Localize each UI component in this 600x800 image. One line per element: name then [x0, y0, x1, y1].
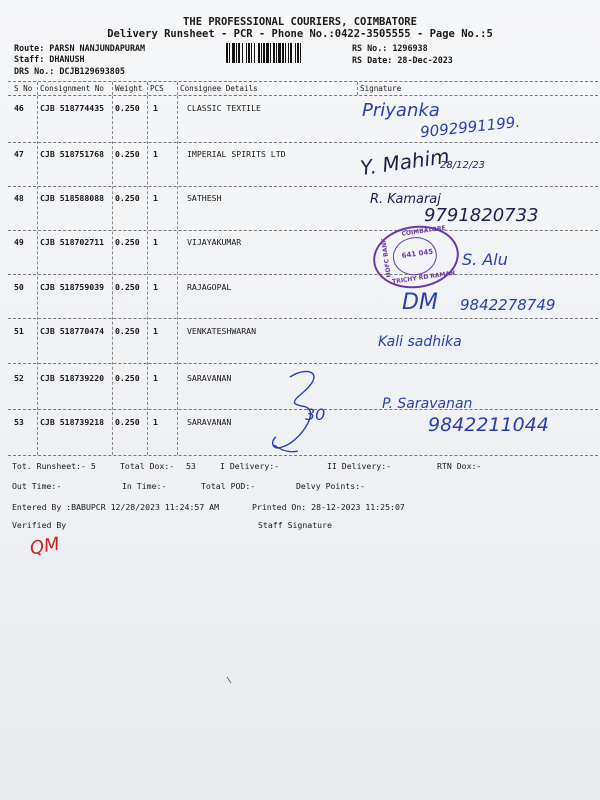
header-top-rule — [8, 81, 598, 82]
in-time: In Time:- — [122, 481, 167, 491]
company-title: THE PROFESSIONAL COURIERS, COIMBATORE — [183, 16, 417, 28]
col-consignee: Consignee Details — [180, 84, 258, 93]
col-sep — [147, 96, 148, 455]
row-sno: 49 — [14, 237, 24, 247]
row-consignee: SARAVANAN — [187, 373, 232, 383]
row-pcs: 1 — [153, 149, 158, 159]
drs-label: DRS No.: DCJB129693805 — [14, 66, 125, 76]
signature-48-name: R. Kamaraj — [370, 192, 441, 207]
row-consignment: CJB 518739218 — [40, 417, 105, 427]
row-weight: 0.250 — [115, 237, 140, 247]
signature-47-date: 28/12/23 — [440, 160, 485, 171]
signature-50-phone: 9842278749 — [460, 296, 556, 314]
row-pcs: 1 — [153, 417, 158, 427]
row-consignment: CJB 518588088 — [40, 193, 105, 203]
row-pcs: 1 — [153, 103, 158, 113]
row-sno: 51 — [14, 326, 24, 336]
row-weight: 0.250 — [115, 149, 140, 159]
col-consignment: Consignment No — [40, 84, 105, 93]
row-consignment: CJB 518770474 — [40, 326, 105, 336]
col-sep — [112, 82, 113, 95]
row-rule — [8, 318, 598, 319]
out-time: Out Time:- — [12, 481, 62, 491]
row-sno: 48 — [14, 193, 24, 203]
entered-by: Entered By :BABUPCR 12/28/2023 11:24:57 AM — [12, 502, 220, 512]
row-consignee: VIJAYAKUMAR — [187, 237, 242, 247]
row-weight: 0.250 — [115, 373, 140, 383]
stamp-center-text: 641 045 — [401, 247, 434, 260]
signature-46-phone: 9092991199. — [419, 112, 521, 142]
row-rule — [8, 142, 598, 143]
col-signature: Signature — [360, 84, 402, 93]
col-weight: Weight — [115, 84, 143, 93]
staff-label: Staff: DHANUSH — [14, 54, 85, 64]
row-consignee: RAJAGOPAL — [187, 282, 232, 292]
signature-53-mark: 30 — [305, 405, 326, 424]
row-pcs: 1 — [153, 373, 158, 383]
row-sno: 50 — [14, 282, 24, 292]
col-pcs: PCS — [150, 84, 164, 93]
row-consignee: SATHESH — [187, 193, 222, 203]
runsheet-title: Delivery Runsheet - PCR - Phone No.:0422-3505555 - Page No.:5 — [107, 28, 493, 40]
row-weight: 0.250 — [115, 193, 140, 203]
row-pcs: 1 — [153, 326, 158, 336]
ii-delivery: II Delivery:- — [327, 461, 392, 471]
col-sep — [177, 82, 178, 95]
total-dox-label: Total Dox:- — [120, 461, 175, 471]
col-sep — [37, 96, 38, 455]
row-sno: 47 — [14, 149, 24, 159]
row-consignment: CJB 518759039 — [40, 282, 105, 292]
signature-48-phone: 9791820733 — [424, 205, 539, 226]
paper-speck — [226, 676, 232, 684]
row-sno: 46 — [14, 103, 24, 113]
row-weight: 0.250 — [115, 417, 140, 427]
signature-53-name: P. Saravanan — [382, 396, 473, 412]
signature-47-name: Y. Mahim — [358, 143, 451, 181]
row-consignment: CJB 518739220 — [40, 373, 105, 383]
row-sno: 53 — [14, 417, 24, 427]
staff-signature: Staff Signature — [258, 520, 332, 530]
signature-46-name: Priyanka — [362, 100, 440, 121]
stamp-bottom-text: TRICHY RD RAMAN — [391, 269, 456, 286]
row-rule — [8, 230, 598, 231]
row-pcs: 1 — [153, 282, 158, 292]
col-sep — [177, 96, 178, 455]
barcode — [226, 43, 344, 63]
signature-53-phone: 9842211044 — [428, 414, 549, 436]
tot-runsheet: Tot. Runsheet:- 5 — [12, 461, 96, 471]
stamp-left-text: HDFC BANK — [380, 237, 393, 278]
row-sno: 52 — [14, 373, 24, 383]
row-consignee: CLASSIC TEXTILE — [187, 103, 261, 113]
col-sep — [37, 82, 38, 95]
col-sep — [112, 96, 113, 455]
row-consignee: VENKATESHWARAN — [187, 326, 257, 336]
barcode-bar — [301, 43, 303, 63]
rs-date: RS Date: 28-Dec-2023 — [352, 55, 453, 65]
col-sep — [357, 82, 358, 95]
signature-50-name: DM — [402, 290, 438, 315]
total-pod: Total POD:- — [201, 481, 256, 491]
row-consignment: CJB 518702711 — [40, 237, 105, 247]
row-weight: 0.250 — [115, 326, 140, 336]
bank-stamp — [369, 220, 463, 293]
col-sep — [147, 82, 148, 95]
row-rule — [8, 186, 598, 187]
stamp-top-text: COIMBATORE — [401, 224, 447, 238]
rs-no: RS No.: 1296938 — [352, 43, 428, 53]
header-bottom-rule — [8, 95, 598, 96]
row-rule — [8, 363, 598, 364]
delvy-points: Delvy Points:- — [296, 481, 366, 491]
row-weight: 0.250 — [115, 103, 140, 113]
rtn-dox: RTN Dox:- — [437, 461, 482, 471]
signature-51-name: Kali sadhika — [378, 334, 462, 350]
verified-red-mark: QM — [28, 533, 62, 560]
row-pcs: 1 — [153, 237, 158, 247]
total-dox-value: 53 — [186, 461, 196, 471]
row-weight: 0.250 — [115, 282, 140, 292]
printed-on: Printed On: 28-12-2023 11:25:07 — [252, 502, 405, 512]
route-label: Route: PARSN NANJUNDAPURAM — [14, 43, 146, 53]
i-delivery: I Delivery:- — [220, 461, 280, 471]
verified-by: Verified By — [12, 520, 67, 530]
row-consignee: SARAVANAN — [187, 417, 232, 427]
row-consignment: CJB 518751768 — [40, 149, 105, 159]
signature-49-name: S. Alu — [462, 250, 508, 269]
col-sno: S No — [14, 84, 33, 93]
row-pcs: 1 — [153, 193, 158, 203]
row-consignee: IMPERIAL SPIRITS LTD — [187, 149, 286, 159]
row-consignment: CJB 518774435 — [40, 103, 105, 113]
row-rule — [8, 274, 598, 275]
